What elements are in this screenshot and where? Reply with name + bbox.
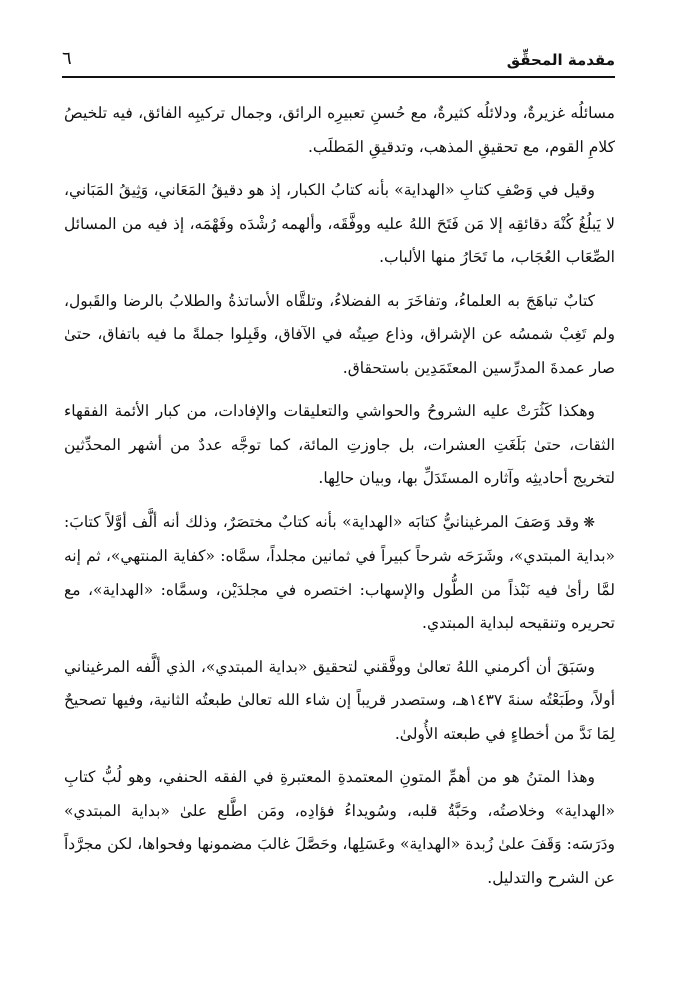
asterism-icon: ❋ (583, 514, 595, 531)
paragraph-5-text: وقد وَصَفَ المرغينانيُّ كتابَه «الهداية» بأنه كتابٌ مختصَرٌ، وذلك أنه ألَّف أوَّلاً كتابَ: «بداية المبتدي»، وشَرَحَه شرحاً كبيراً في ثمانين مجلداً، سمَّاه: «كفاية المنتهي»، ثم إنه لمَّا رأىٰ فيه نَبْذاً من الطُّول والإسهاب: اختصره في مجلدَيْن، وسمَّاه: «الهداية»، مع تحريره وتنقيحه لبداية المبتدي. (64, 512, 615, 632)
paragraph-5 (64, 506, 615, 641)
page-number: ٦ (62, 48, 72, 69)
running-title: مقدمة المحقِّق (506, 51, 615, 69)
paragraph-2: وقيل في وَصْفِ كتابِ «الهداية» بأنه كتابُ الكبار، إذ هو دقيقُ المَعَاني، وَثِيقُ المَبَاني، لا يَبلُغُ كُنْهَ دقائقِه إلا مَن فَتَحَ اللهُ عليه ووفَّقَه، وألهمه رُشْدَه وفَهْمَه، إذ فيه من المسائل الصِّعَاب العُجَاب، ما تَحَارُ منها الألباب. (64, 181, 615, 266)
paragraph-7: وهذا المتنُ هو من أهمِّ المتونِ المعتمدةِ المعتبرةِ في الفقه الحنفي، وهو لُبُّ كتابِ «الهداية» وخلاصتُه، وحَبَّةُ قلبه، وسُويداءُ فؤادِه، ومَن اطَّلع علىٰ «بداية المبتدي» ودَرَسَه: وَقَفَ علىٰ زُبدة «الهداية» وعَسَلِها، وحَصَّلَ غالبَ مضمونها وفحواها، لكن مجرَّداً عن الشرح والتدليل. (64, 768, 615, 887)
paragraph-1: مسائلُه غزيرةٌ، ودلائلُه كثيرةٌ، مع حُسنِ تعبيرِه الرائق، وجمال تركيبِه الفائق، فيه تلخيصُ كلامِ القوم، مع تحقيقِ المذهب، وتدقيقِ المَطلَب. (64, 104, 615, 156)
body-text (64, 97, 615, 905)
header-divider (62, 76, 615, 78)
paragraph-4: وهكذا كَثُرَتْ عليه الشروحُ والحواشي والتعليقات والإفادات، من كبار الأئمة الفقهاء الثقات، حتىٰ بَلَغَتِ العشرات، بل جاوزتِ المائة، كما توجَّه عددٌ من أشهر المحدِّثين لتخريج أحاديثِه وآثاره المستَدَلِّ بها، وبيان حالِها. (64, 402, 615, 487)
page-header (62, 38, 615, 72)
paragraph-6: وسَبَقَ أن أكرمني اللهُ تعالىٰ ووفَّقني لتحقيق «بداية المبتدي»، الذي ألَّفه المرغيناني أولاً، وطَبَعْتُه سنةَ ١٤٣٧هـ، وستصدر قريباً إن شاء الله تعالىٰ طبعتُه الثانية، وفيها تصحيحٌ لِمَا نَدَّ من أخطاءٍ في طبعته الأُولىٰ. (64, 657, 615, 743)
paragraph-3: كتابٌ تباهَجَ به العلماءُ، وتفاخَرَ به الفضلاءُ، وتلقَّاه الأساتذةُ والطلابُ بالرضا والقَبول، ولم تَغِبْ شمسُه عن الإشراق، وذاع صِيتُه في الآفاق، وقَبِلوا جملةً ما فيه باتفاق، حتىٰ صار عمدةَ المدرِّسين المعتَمَدِين باستحقاق. (64, 291, 615, 377)
